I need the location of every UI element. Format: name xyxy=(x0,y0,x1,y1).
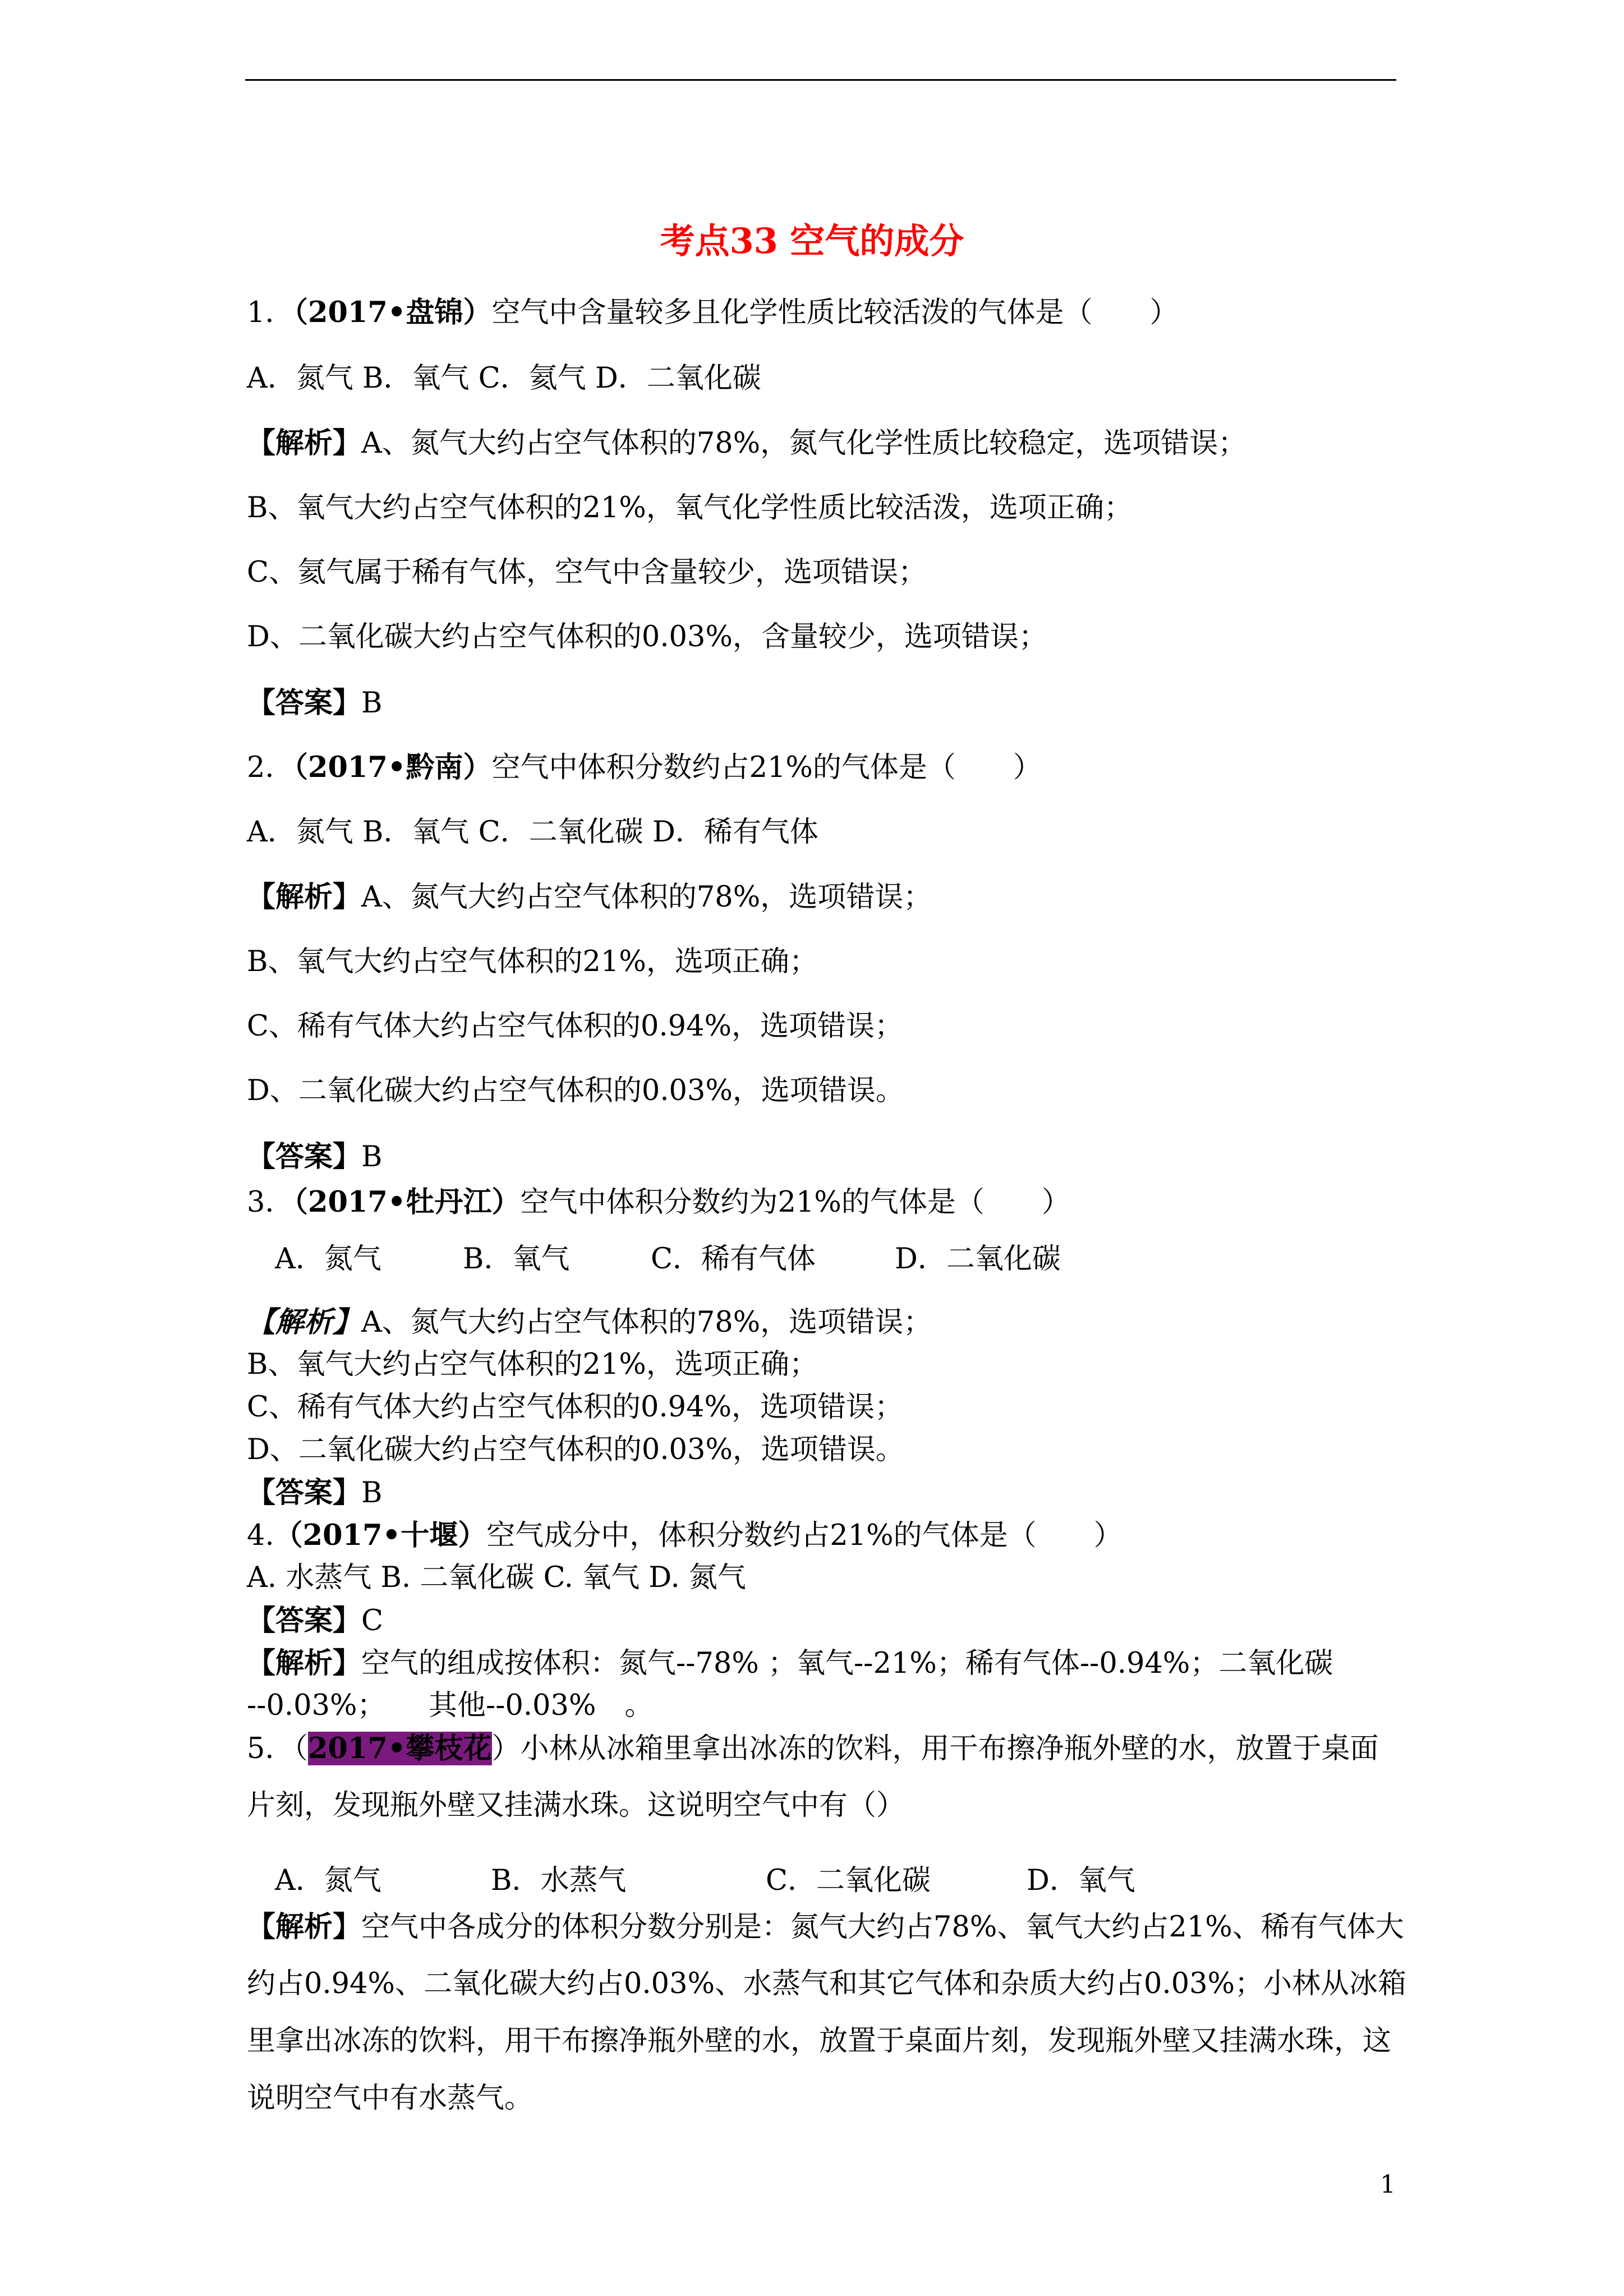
q4-analysis-text: 空气的组成按体积：氮气--78% ；氧气--21%；稀有气体--0.94%；二氧化碳 xyxy=(361,1647,1333,1680)
page-number: 1 xyxy=(1380,2170,1396,2199)
q5-option-b: B．水蒸气 xyxy=(491,1864,627,1897)
q4-stem-line xyxy=(247,1516,1122,1556)
q2-source: （2017•黔南） xyxy=(293,751,492,784)
q3-stem-line xyxy=(247,1182,1070,1222)
q3-options xyxy=(275,1240,1061,1279)
q1-analysis-line-3: C、氦气属于稀有气体，空气中含量较少，选项错误； xyxy=(247,556,927,589)
q5-options xyxy=(275,1861,1135,1901)
q2-number: 2． xyxy=(247,751,294,784)
q1-number: 1． xyxy=(247,296,294,329)
q5-analysis-line-1 xyxy=(247,1907,1404,1947)
q3-number: 3． xyxy=(247,1186,294,1219)
q5-stem-line-2: 片刻，发现瓶外壁又挂满水珠。这说明空气中有（） xyxy=(247,1789,905,1822)
q3-answer-line xyxy=(247,1473,383,1513)
q2-options: A．氮气 B．氧气 C．二氧化碳 D．稀有气体 xyxy=(247,816,818,849)
q1-analysis-line-2: B、氧气大约占空气体积的21%，氧气化学性质比较活泼，选项正确； xyxy=(247,491,1133,524)
q1-answer: B xyxy=(361,687,383,720)
q1-answer-line xyxy=(247,683,383,723)
q2-stem-line xyxy=(247,748,1042,788)
q4-source: （2017•十堰） xyxy=(274,1519,487,1552)
q5-analysis-text: 空气中各成分的体积分数分别是：氮气大约占78%、氧气大约占21%、稀有气体大 xyxy=(361,1911,1404,1944)
q4-analysis-tag: 【解析】 xyxy=(247,1646,362,1680)
q5-option-c: C．二氧化碳 xyxy=(766,1864,931,1897)
header-rule xyxy=(245,79,1396,81)
q1-answer-tag: 【答案】 xyxy=(247,686,362,720)
q1-options: A．氮气 B．氧气 C．氦气 D．二氧化碳 xyxy=(247,362,761,395)
q2-analysis-text: A、氮气大约占空气体积的78%，选项错误； xyxy=(361,881,932,914)
q5-analysis-line-3: 里拿出冰冻的饮料，用干布擦净瓶外壁的水，放置于桌面片刻，发现瓶外壁又挂满水珠，这 xyxy=(247,2024,1392,2058)
q3-analysis-line-4: D、二氧化碳大约占空气体积的0.03%，选项错误。 xyxy=(247,1433,904,1466)
q4-answer-tag: 【答案】 xyxy=(247,1604,362,1637)
q3-analysis-line-3: C、稀有气体大约占空气体积的0.94%，选项错误； xyxy=(247,1391,904,1424)
q4-analysis-line-1 xyxy=(247,1644,1333,1683)
q3-source: （2017•牡丹江） xyxy=(293,1185,521,1219)
q2-analysis-line-3: C、稀有气体大约占空气体积的0.94%，选项错误； xyxy=(247,1010,904,1043)
q1-stem-line xyxy=(247,293,1179,333)
q5-stem: ）小林从冰箱里拿出冰冻的饮料，用干布擦净瓶外壁的水，放置于桌面 xyxy=(491,1732,1379,1765)
q3-answer-tag: 【答案】 xyxy=(247,1476,362,1510)
q2-analysis-tag: 【解析】 xyxy=(247,880,362,914)
q1-analysis-tag: 【解析】 xyxy=(247,426,362,460)
q4-answer-line xyxy=(247,1601,383,1641)
q2-answer: B xyxy=(361,1140,383,1174)
q1-source: （2017•盘锦） xyxy=(293,296,492,329)
q5-source: 2017•攀枝花 xyxy=(307,1732,492,1765)
q3-answer: B xyxy=(361,1476,383,1510)
q5-analysis-line-2: 约占0.94%、二氧化碳大约占0.03%、水蒸气和其它气体和杂质大约占0.03%；小林从冰箱 xyxy=(247,1967,1407,2000)
q5-option-a: A．氮气 xyxy=(275,1864,381,1897)
q3-option-c: C．稀有气体 xyxy=(651,1243,816,1276)
q5-number: 5．（ xyxy=(247,1732,308,1765)
q4-analysis-line-2: --0.03%； 其他--0.03% 。 xyxy=(247,1689,654,1722)
q3-analysis-tag: 【解析】 xyxy=(247,1305,362,1339)
q2-answer-tag: 【答案】 xyxy=(247,1140,362,1174)
q3-analysis-line-1 xyxy=(247,1303,932,1342)
q2-analysis-line-2: B、氧气大约占空气体积的21%，选项正确； xyxy=(247,945,818,978)
q4-stem: 空气成分中，体积分数约占21%的气体是（ ） xyxy=(486,1519,1122,1552)
q5-analysis-line-4: 说明空气中有水蒸气。 xyxy=(247,2082,533,2115)
q2-answer-line xyxy=(247,1137,383,1177)
q5-option-d: D．氧气 xyxy=(1027,1864,1135,1897)
q1-stem: 空气中含量较多且化学性质比较活泼的气体是（ ） xyxy=(491,296,1179,329)
q2-stem: 空气中体积分数约占21%的气体是（ ） xyxy=(491,751,1042,784)
q3-analysis-line-2: B、氧气大约占空气体积的21%，选项正确； xyxy=(247,1348,818,1381)
q2-analysis-line-1 xyxy=(247,877,932,917)
q3-option-d: D．二氧化碳 xyxy=(895,1243,1061,1276)
q3-stem: 空气中体积分数约为21%的气体是（ ） xyxy=(520,1186,1070,1219)
q5-stem-line-1 xyxy=(247,1729,1379,1769)
q3-option-a: A．氮气 xyxy=(275,1243,381,1276)
q5-analysis-tag: 【解析】 xyxy=(247,1910,362,1944)
q4-options: A. 水蒸气 B. 二氧化碳 C. 氧气 D. 氮气 xyxy=(247,1561,746,1594)
q1-analysis-line-1 xyxy=(247,424,1246,463)
q1-analysis-text: A、氮气大约占空气体积的78%，氮气化学性质比较稳定，选项错误； xyxy=(361,427,1247,460)
q2-analysis-line-4: D、二氧化碳大约占空气体积的0.03%，选项错误。 xyxy=(247,1074,904,1107)
q1-analysis-line-4: D、二氧化碳大约占空气体积的0.03%，含量较少，选项错误； xyxy=(247,620,1047,654)
q4-number: 4. xyxy=(247,1519,274,1552)
q4-answer: C xyxy=(361,1604,384,1637)
page-title: 考点33 空气的成分 xyxy=(660,220,964,261)
q3-analysis-text: A、氮气大约占空气体积的78%，选项错误； xyxy=(361,1306,932,1339)
q3-option-b: B．氧气 xyxy=(463,1243,570,1276)
